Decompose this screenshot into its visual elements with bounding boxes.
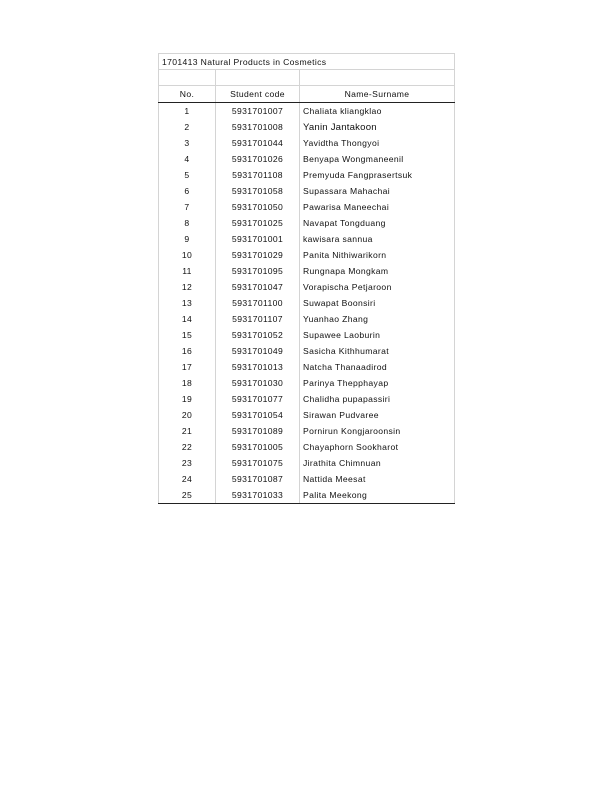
student-name: Rungnapa Mongkam xyxy=(300,263,455,279)
table-row xyxy=(159,247,455,263)
student-code: 5931701044 xyxy=(216,135,300,151)
student-code: 5931701013 xyxy=(216,359,300,375)
student-name: Benyapa Wongmaneenil xyxy=(300,151,455,167)
student-code: 5931701107 xyxy=(216,311,300,327)
table-row xyxy=(159,375,455,391)
student-code: 5931701049 xyxy=(216,343,300,359)
student-code: 5931701008 xyxy=(216,119,300,135)
row-number: 1 xyxy=(159,103,216,120)
student-code: 5931701058 xyxy=(216,183,300,199)
table-row xyxy=(159,231,455,247)
student-code: 5931701029 xyxy=(216,247,300,263)
student-code: 5931701026 xyxy=(216,151,300,167)
table-row xyxy=(159,359,455,375)
student-name: Premyuda Fangprasertsuk xyxy=(300,167,455,183)
student-code: 5931701050 xyxy=(216,199,300,215)
student-code: 5931701087 xyxy=(216,471,300,487)
student-name: Yuanhao Zhang xyxy=(300,311,455,327)
table-row xyxy=(159,407,455,423)
blank-row xyxy=(159,70,455,86)
student-code: 5931701108 xyxy=(216,167,300,183)
student-code: 5931701089 xyxy=(216,423,300,439)
table-row xyxy=(159,183,455,199)
table-row xyxy=(159,119,455,135)
row-number: 8 xyxy=(159,215,216,231)
student-name: Nattida Meesat xyxy=(300,471,455,487)
student-code: 5931701047 xyxy=(216,279,300,295)
table-row xyxy=(159,103,455,120)
column-header-student-code: Student code xyxy=(216,86,300,103)
row-number: 2 xyxy=(159,119,216,135)
row-number: 13 xyxy=(159,295,216,311)
table-row xyxy=(159,343,455,359)
column-header-no: No. xyxy=(159,86,216,103)
table-row xyxy=(159,311,455,327)
table-row xyxy=(159,215,455,231)
row-number: 12 xyxy=(159,279,216,295)
row-number: 19 xyxy=(159,391,216,407)
student-roster-sheet xyxy=(158,53,454,504)
student-name: Parinya Thepphayap xyxy=(300,375,455,391)
student-name: Navapat Tongduang xyxy=(300,215,455,231)
student-code: 5931701052 xyxy=(216,327,300,343)
row-number: 10 xyxy=(159,247,216,263)
student-name: Panita Nithiwarikorn xyxy=(300,247,455,263)
table-row xyxy=(159,279,455,295)
table-row xyxy=(159,423,455,439)
row-number: 22 xyxy=(159,439,216,455)
table-row xyxy=(159,199,455,215)
table-row xyxy=(159,439,455,455)
row-number: 15 xyxy=(159,327,216,343)
row-number: 9 xyxy=(159,231,216,247)
blank-cell xyxy=(159,70,216,86)
student-name: Supassara Mahachai xyxy=(300,183,455,199)
table-row xyxy=(159,263,455,279)
row-number: 7 xyxy=(159,199,216,215)
sheet-title: 1701413 Natural Products in Cosmetics xyxy=(159,54,455,70)
table-row xyxy=(159,471,455,487)
row-number: 6 xyxy=(159,183,216,199)
row-number: 21 xyxy=(159,423,216,439)
student-name: Palita Meekong xyxy=(300,487,455,504)
student-name: Chalidha pupapassiri xyxy=(300,391,455,407)
student-code: 5931701033 xyxy=(216,487,300,504)
student-code: 5931701100 xyxy=(216,295,300,311)
student-name: Yanin Jantakoon xyxy=(300,119,455,135)
student-name: Pawarisa Maneechai xyxy=(300,199,455,215)
student-code: 5931701025 xyxy=(216,215,300,231)
student-code: 5931701075 xyxy=(216,455,300,471)
student-name: Natcha Thanaadirod xyxy=(300,359,455,375)
student-name: Pornirun Kongjaroonsin xyxy=(300,423,455,439)
student-code: 5931701095 xyxy=(216,263,300,279)
student-name: Sasicha Kithhumarat xyxy=(300,343,455,359)
title-row xyxy=(159,54,455,70)
row-number: 17 xyxy=(159,359,216,375)
student-code: 5931701005 xyxy=(216,439,300,455)
row-number: 11 xyxy=(159,263,216,279)
student-name: kawisara sannua xyxy=(300,231,455,247)
student-code: 5931701054 xyxy=(216,407,300,423)
row-number: 23 xyxy=(159,455,216,471)
table-row xyxy=(159,167,455,183)
student-name: Sirawan Pudvaree xyxy=(300,407,455,423)
table-row xyxy=(159,295,455,311)
row-number: 4 xyxy=(159,151,216,167)
student-name: Yavidtha Thongyoi xyxy=(300,135,455,151)
student-code: 5931701030 xyxy=(216,375,300,391)
table-row xyxy=(159,391,455,407)
header-row xyxy=(159,86,455,103)
student-code: 5931701077 xyxy=(216,391,300,407)
row-number: 18 xyxy=(159,375,216,391)
row-number: 24 xyxy=(159,471,216,487)
student-name: Supawee Laoburin xyxy=(300,327,455,343)
student-name: Vorapischa Petjaroon xyxy=(300,279,455,295)
table-row xyxy=(159,327,455,343)
row-number: 3 xyxy=(159,135,216,151)
student-name: Suwapat Boonsiri xyxy=(300,295,455,311)
student-code: 5931701001 xyxy=(216,231,300,247)
table-row xyxy=(159,135,455,151)
table-row xyxy=(159,487,455,504)
row-number: 25 xyxy=(159,487,216,504)
student-name: Chaliata kliangklao xyxy=(300,103,455,120)
table-row xyxy=(159,455,455,471)
row-number: 5 xyxy=(159,167,216,183)
row-number: 16 xyxy=(159,343,216,359)
student-roster-table xyxy=(158,53,455,504)
student-code: 5931701007 xyxy=(216,103,300,120)
student-name: Chayaphorn Sookharot xyxy=(300,439,455,455)
row-number: 20 xyxy=(159,407,216,423)
blank-cell xyxy=(300,70,455,86)
table-body xyxy=(159,103,455,504)
blank-cell xyxy=(216,70,300,86)
student-name: Jirathita Chimnuan xyxy=(300,455,455,471)
table-row xyxy=(159,151,455,167)
column-header-name-surname: Name-Surname xyxy=(300,86,455,103)
row-number: 14 xyxy=(159,311,216,327)
